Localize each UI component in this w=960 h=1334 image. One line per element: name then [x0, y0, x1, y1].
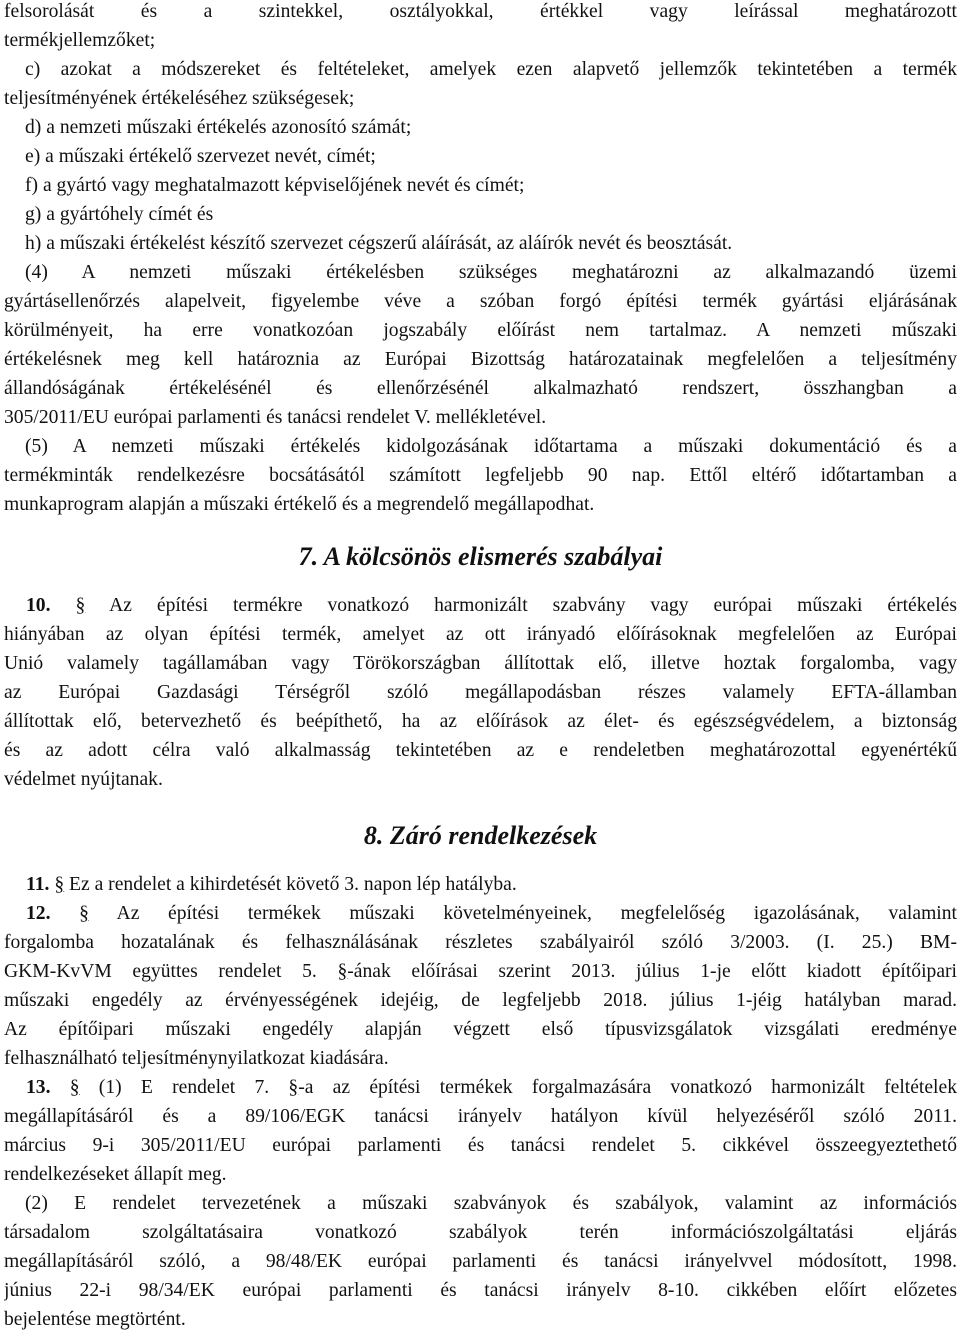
text-line: Unió valamely tagállamában vagy Törökországban állítottak elő, illetve hoztak forgalomba, vagy: [4, 653, 957, 674]
section-12: [4, 899, 957, 1073]
text-line: GKM-KvVM együttes rendelet 5. §-ának előírásai szerint 2013. július 1-je előtt kiadott építőipari: [4, 961, 957, 982]
text-line: állandóságának értékelésénél és ellenőrzésénél alkalmazható rendszert, összhangban a: [4, 378, 957, 399]
text-line: június 22-i 98/34/EK európai parlamenti és tanácsi irányelv 8-10. cikkében előírt előzetes: [4, 1280, 957, 1301]
section-symbol-link[interactable]: §: [79, 903, 89, 924]
paragraph-4: [4, 258, 957, 432]
section-number: 10.: [26, 595, 51, 616]
list-item-g: g) a gyártóhely címét és: [25, 204, 214, 225]
text-line: bejelentése megtörtént.: [4, 1309, 186, 1330]
section-symbol-link[interactable]: §: [288, 1077, 299, 1098]
text-line: az Európai Gazdasági Térségről szóló megállapodásban részes valamely EFTA-államban: [4, 682, 957, 703]
text-line: értékelésnek meg kell határoznia az Európai Bizottság határozatainak megfelelően a teljesítmény: [4, 349, 957, 370]
section-text: Az építési termékek műszaki követelményeinek, megfelelőség igazolásának, valamint: [88, 903, 957, 924]
text-line: hiányában az olyan építési termék, amelyet az ott irányadó előírásoknak megfelelően az Európai: [4, 624, 957, 645]
text-line: Az építőipari műszaki engedély alapján végzett első típusvizsgálatok vizsgálati eredménye: [4, 1019, 957, 1040]
section-first-line: 13. § (1) E rendelet 7. §-a az építési termékek forgalmazására vonatkozó harmonizált feltételek: [26, 1077, 957, 1098]
section-first-line: [4, 899, 957, 928]
text-line: műszaki engedély az érvényességének idejéig, de legfeljebb 2018. július 1-jéig hatályban marad.: [4, 990, 957, 1011]
text-line: teljesítményének értékeléséhez szükségesek;: [4, 88, 355, 109]
text-line: 305/2011/EU európai parlamenti és tanácsi rendelet V. mellékletével.: [4, 407, 547, 428]
text-line: rendelkezéseket állapít meg.: [4, 1164, 227, 1185]
text-line: megállapításáról szóló, a 98/48/EK európai parlamenti és tanácsi irányelvvel módosított, 1998.: [4, 1251, 957, 1272]
section-number: 12.: [26, 903, 51, 924]
text-line: termékminták rendelkezésre bocsátásától számított legfeljebb 90 nap. Ettől eltérő időtartamban a: [4, 465, 957, 486]
text-line: felsorolását és a szintekkel, osztályokkal, értékkel vagy leírással meghatározott: [4, 1, 957, 22]
section-number: 11.: [26, 874, 50, 895]
section-text: Ez a rendelet a kihirdetését követő 3. napon lép hatályba.: [64, 874, 517, 895]
list-item-h: h) a műszaki értékelést készítő szervezet cégszerű aláírását, az aláírók nevét és beosztását.: [25, 233, 733, 254]
text-line: megállapításáról és a 89/106/EGK tanácsi irányelv hatályon kívül helyezéséről szóló 2011.: [4, 1106, 957, 1127]
section-symbol-link[interactable]: §: [69, 1077, 80, 1098]
list-item-f: f) a gyártó vagy meghatalmazott képviselőjének nevét és címét;: [25, 175, 525, 196]
section-heading-8: 8. Záró rendelkezések: [363, 821, 598, 850]
text-line: (5) A nemzeti műszaki értékelés kidolgozásának időtartama a műszaki dokumentáció és a: [25, 436, 957, 457]
text-line: termékjellemzőket;: [4, 30, 156, 51]
section-symbol-link[interactable]: §: [54, 874, 65, 895]
text-line: állítottak elő, betervezhető és beépíthető, ha az előírások az élet- és egészségvédelem, a biztonság: [4, 711, 957, 732]
section-13: [4, 1073, 957, 1334]
list-item-d: d) a nemzeti műszaki értékelés azonosító számát;: [25, 117, 412, 138]
section-symbol-link[interactable]: §: [75, 595, 86, 616]
text-line: társadalom szolgáltatásaira vonatkozó szabályok terén információszolgáltatási eljárás: [4, 1222, 957, 1243]
text-line: (4) A nemzeti műszaki értékelésben szükséges meghatározni az alkalmazandó üzemi: [25, 262, 957, 283]
text-line: körülményeit, ha erre vonatkozóan jogszabály előírást nem tartalmaz. A nemzeti műszaki: [4, 320, 957, 341]
section-first-line: [4, 870, 957, 899]
text-line: és az adott célra való alkalmasság tekintetében az e rendeletben meghatározottal egyenértékű: [4, 740, 957, 761]
section-symbol-link[interactable]: §: [337, 961, 348, 982]
text-line: (2) E rendelet tervezetének a műszaki szabványok és szabályok, valamint az információs: [25, 1193, 957, 1214]
text-line: c) azokat a módszereket és feltételeket, amelyek ezen alapvető jellemzők tekintetében a termék: [25, 59, 957, 80]
section-heading-7: 7. A kölcsönös elismerés szabályai: [298, 542, 663, 571]
list-item-e: e) a műszaki értékelő szervezet nevét, címét;: [25, 146, 376, 167]
paragraph-list-continuation: [4, 0, 957, 258]
section-first-line: [4, 591, 957, 620]
text-line: forgalomba hozatalának és felhasználásának részletes szabályairól szóló 3/2003. (I. 25.) BM-: [4, 932, 957, 953]
text-line: március 9-i 305/2011/EU európai parlamenti és tanácsi rendelet 5. cikkével összeegyeztethető: [4, 1135, 957, 1156]
document-page: [4, 0, 957, 1334]
section-number: 13.: [26, 1077, 51, 1098]
paragraph-5: [4, 432, 957, 519]
text-line: felhasználható teljesítménynyilatkozat kiadására.: [4, 1048, 389, 1069]
text-line: védelmet nyújtanak.: [4, 769, 163, 790]
text-line: munkaprogram alapján a műszaki értékelő és a megrendelő megállapodhat.: [4, 494, 595, 515]
section-10: [4, 591, 957, 794]
section-11: [4, 870, 957, 899]
section-text: Az építési termékre vonatkozó harmonizált szabvány vagy európai műszaki értékelés: [85, 595, 957, 616]
text-line: gyártásellenőrzés alapelveit, figyelembe véve a szóban forgó építési termék gyártási eljárásának: [4, 291, 957, 312]
